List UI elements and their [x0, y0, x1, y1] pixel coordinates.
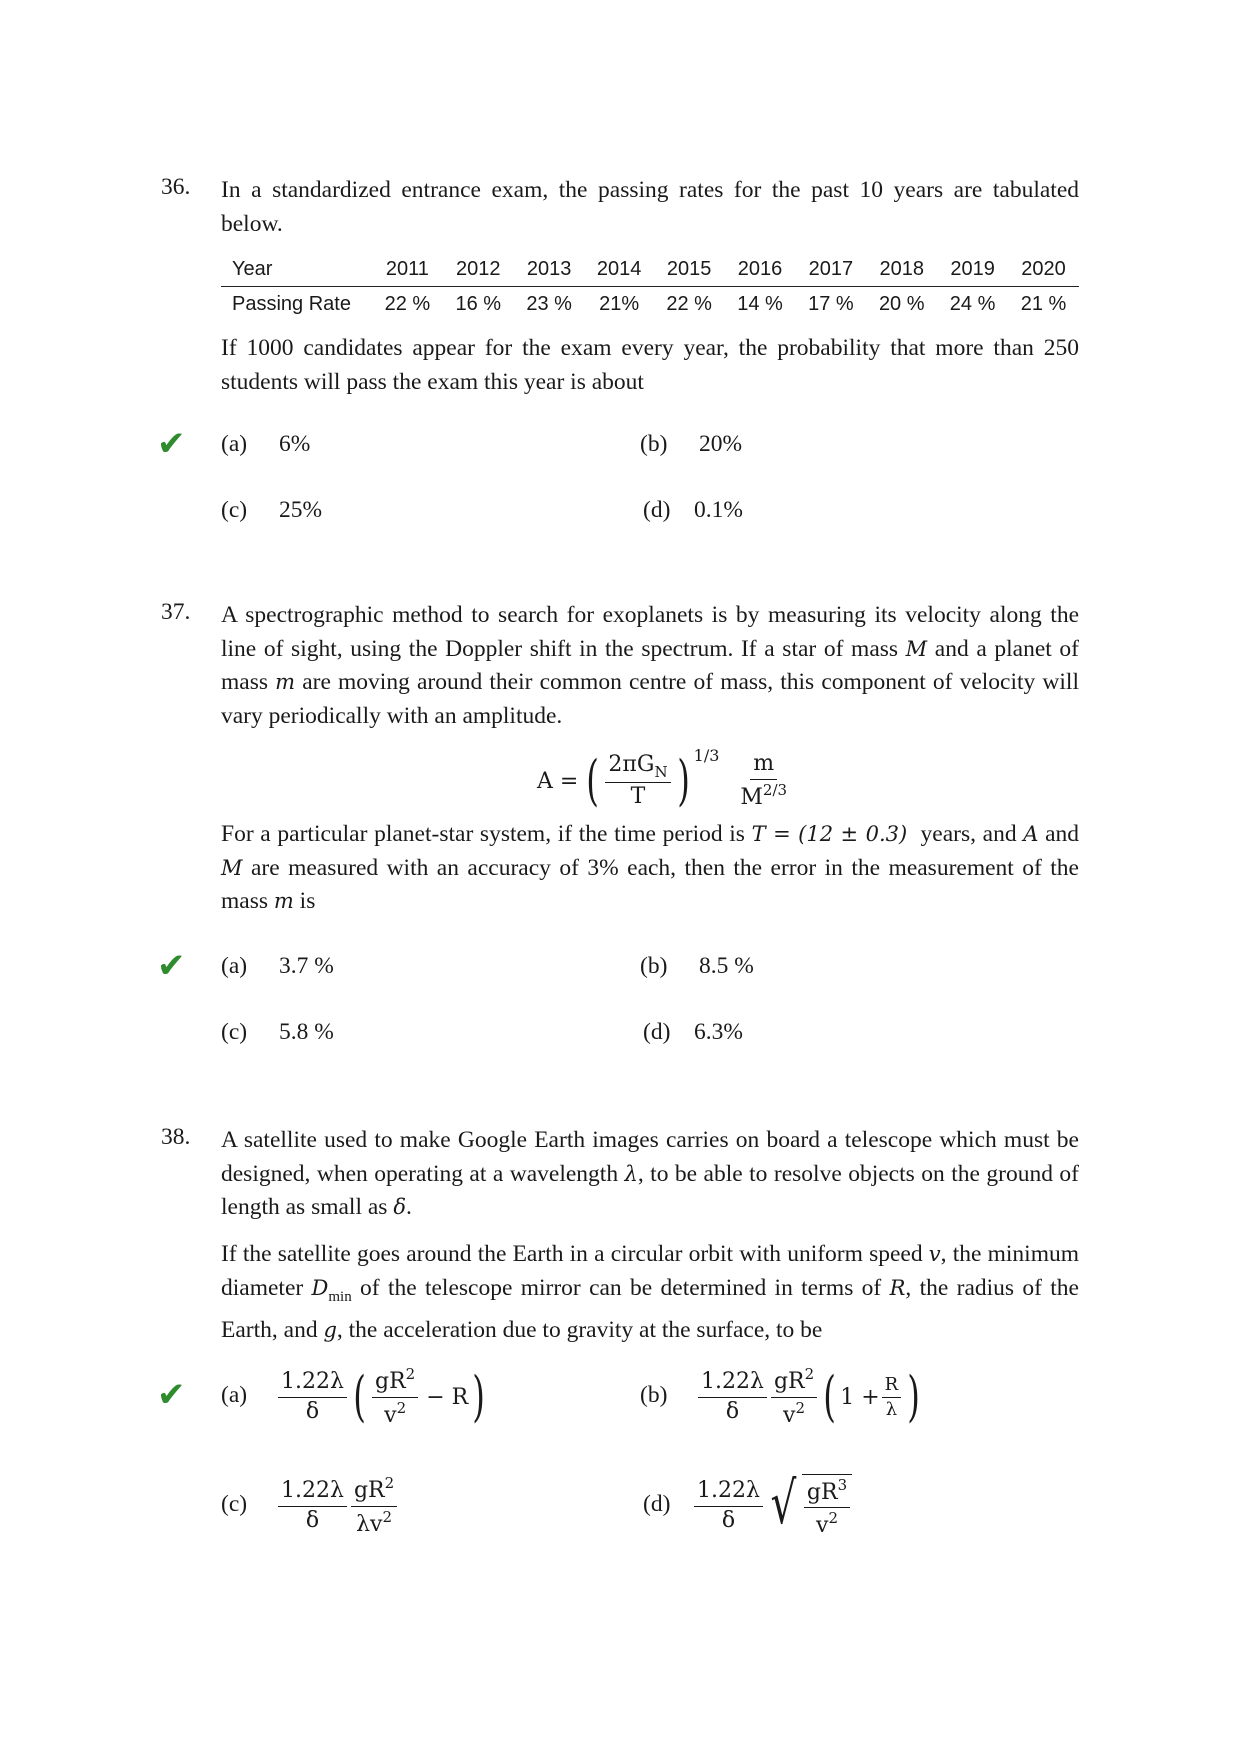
- option-a-label: (a): [221, 1382, 248, 1408]
- option-a-label: (a): [221, 953, 248, 979]
- table-cell: 2017: [795, 252, 866, 287]
- option-b-value: 20%: [699, 431, 743, 457]
- table-row-label: Passing Rate: [232, 292, 351, 315]
- option-a-value: 6%: [279, 431, 311, 457]
- question-number: 37.: [161, 599, 191, 625]
- option-b-label: (b): [640, 953, 668, 979]
- table-cell: 2020: [1008, 252, 1079, 287]
- table-cell: 24 %: [949, 292, 996, 315]
- table-cell: 20 %: [878, 292, 925, 315]
- table-header-row: [221, 252, 1079, 287]
- square-root-icon: √ $\frac{gR^3}{v^2}$: [765, 1474, 852, 1538]
- option-d-value: 0.1%: [694, 497, 743, 523]
- correct-answer-check-icon: ✔: [157, 424, 186, 464]
- table-cell: 17 %: [808, 292, 854, 315]
- table-header-label: Year: [221, 252, 372, 287]
- table-cell: 2015: [654, 252, 725, 287]
- option-c-label: (c): [221, 1491, 248, 1517]
- question-followup: For a particular planet-star system, if the time period is T = (12 ± 0.3) years, and A and M are measured with an accuracy of 3% each, then the error in the measurement of the mass m is: [221, 821, 1080, 914]
- question-number: 36.: [161, 174, 191, 200]
- question-prompt: If the satellite goes around the Earth in a circular orbit with uniform speed v, the minimum diameter $D_{min}$ of the telescope mirror can be determined in terms of R, the radius of the Earth, and g, the acceleration due to gravity at the surface, to be: [221, 1241, 1080, 1343]
- question-text: A satellite used to make Google Earth images carries on board a telescope which must be designed, when operating at a wavelength λ, to be able to resolve objects on the ground of length as small as δ.: [221, 1127, 1079, 1220]
- option-b-formula: $\frac{1.22\lambda}{\delta}$ $\frac{gR^2}{v^2}$ ( 1 + $\frac{R}{\lambda}$ ): [696, 1364, 924, 1430]
- table-cell: 2013: [514, 252, 585, 287]
- option-a-formula: $\frac{1.22\lambda}{\delta}$ ( $\frac{gR^2}{v^2}$ − R ): [276, 1364, 489, 1430]
- passing-rate-table: [221, 252, 1079, 321]
- table-cell: 2018: [866, 252, 937, 287]
- option-d-label: (d): [643, 1491, 671, 1517]
- table-cell: 2011: [372, 252, 443, 287]
- amplitude-formula: A = ( $\frac{2\pi G_N}{T}$ ) 1/3 $\frac{m}{M^{2/3}}$: [537, 746, 788, 812]
- table-cell: 2019: [937, 252, 1008, 287]
- option-d-formula: $\frac{1.22\lambda}{\delta}$ √ $\frac{gR^3}{v^2}$: [692, 1465, 852, 1547]
- table-cell: 2014: [585, 252, 654, 287]
- table-cell: 21 %: [1020, 292, 1067, 315]
- question-prompt: If 1000 candidates appear for the exam every year, the probability that more than 250 students will pass the exam this year is about: [221, 335, 1079, 395]
- option-c-value: 5.8 %: [279, 1019, 334, 1045]
- option-d-label: (d): [643, 1019, 671, 1045]
- question-text: In a standardized entrance exam, the passing rates for the past 10 years are tabulated below.: [221, 177, 1079, 237]
- correct-answer-check-icon: ✔: [157, 1375, 186, 1415]
- table-cell: 22 %: [666, 292, 712, 315]
- question-text: A spectrographic method to search for exoplanets is by measuring its velocity along the line of sight, using the Doppler shift in the spectrum. If a star of mass M and a planet of mass m are moving around their common centre of mass, this component of velocity will vary periodically with an amplitude.: [221, 602, 1079, 729]
- table-cell: 16 %: [455, 292, 502, 315]
- correct-answer-check-icon: ✔: [157, 946, 186, 986]
- option-c-label: (c): [221, 1019, 248, 1045]
- option-d-value: 6.3%: [694, 1019, 743, 1045]
- option-b-value: 8.5 %: [699, 953, 754, 979]
- table-cell: 22 %: [384, 292, 431, 315]
- question-number: 38.: [161, 1124, 191, 1150]
- table-row: [221, 287, 1079, 322]
- option-b-label: (b): [640, 1382, 668, 1408]
- option-b-label: (b): [640, 431, 668, 457]
- option-a-label: (a): [221, 431, 248, 457]
- option-c-label: (c): [221, 497, 248, 523]
- table-cell: 2016: [725, 252, 796, 287]
- option-c-formula: $\frac{1.22\lambda}{\delta}$ $\frac{gR^2}{\lambda v^2}$: [276, 1473, 399, 1539]
- table-cell: 23 %: [526, 292, 572, 315]
- table-cell: 21%: [599, 292, 640, 315]
- option-a-value: 3.7 %: [279, 953, 334, 979]
- table-cell: 2012: [443, 252, 514, 287]
- table-cell: 14 %: [737, 292, 783, 315]
- option-d-label: (d): [643, 497, 671, 523]
- option-c-value: 25%: [279, 497, 323, 523]
